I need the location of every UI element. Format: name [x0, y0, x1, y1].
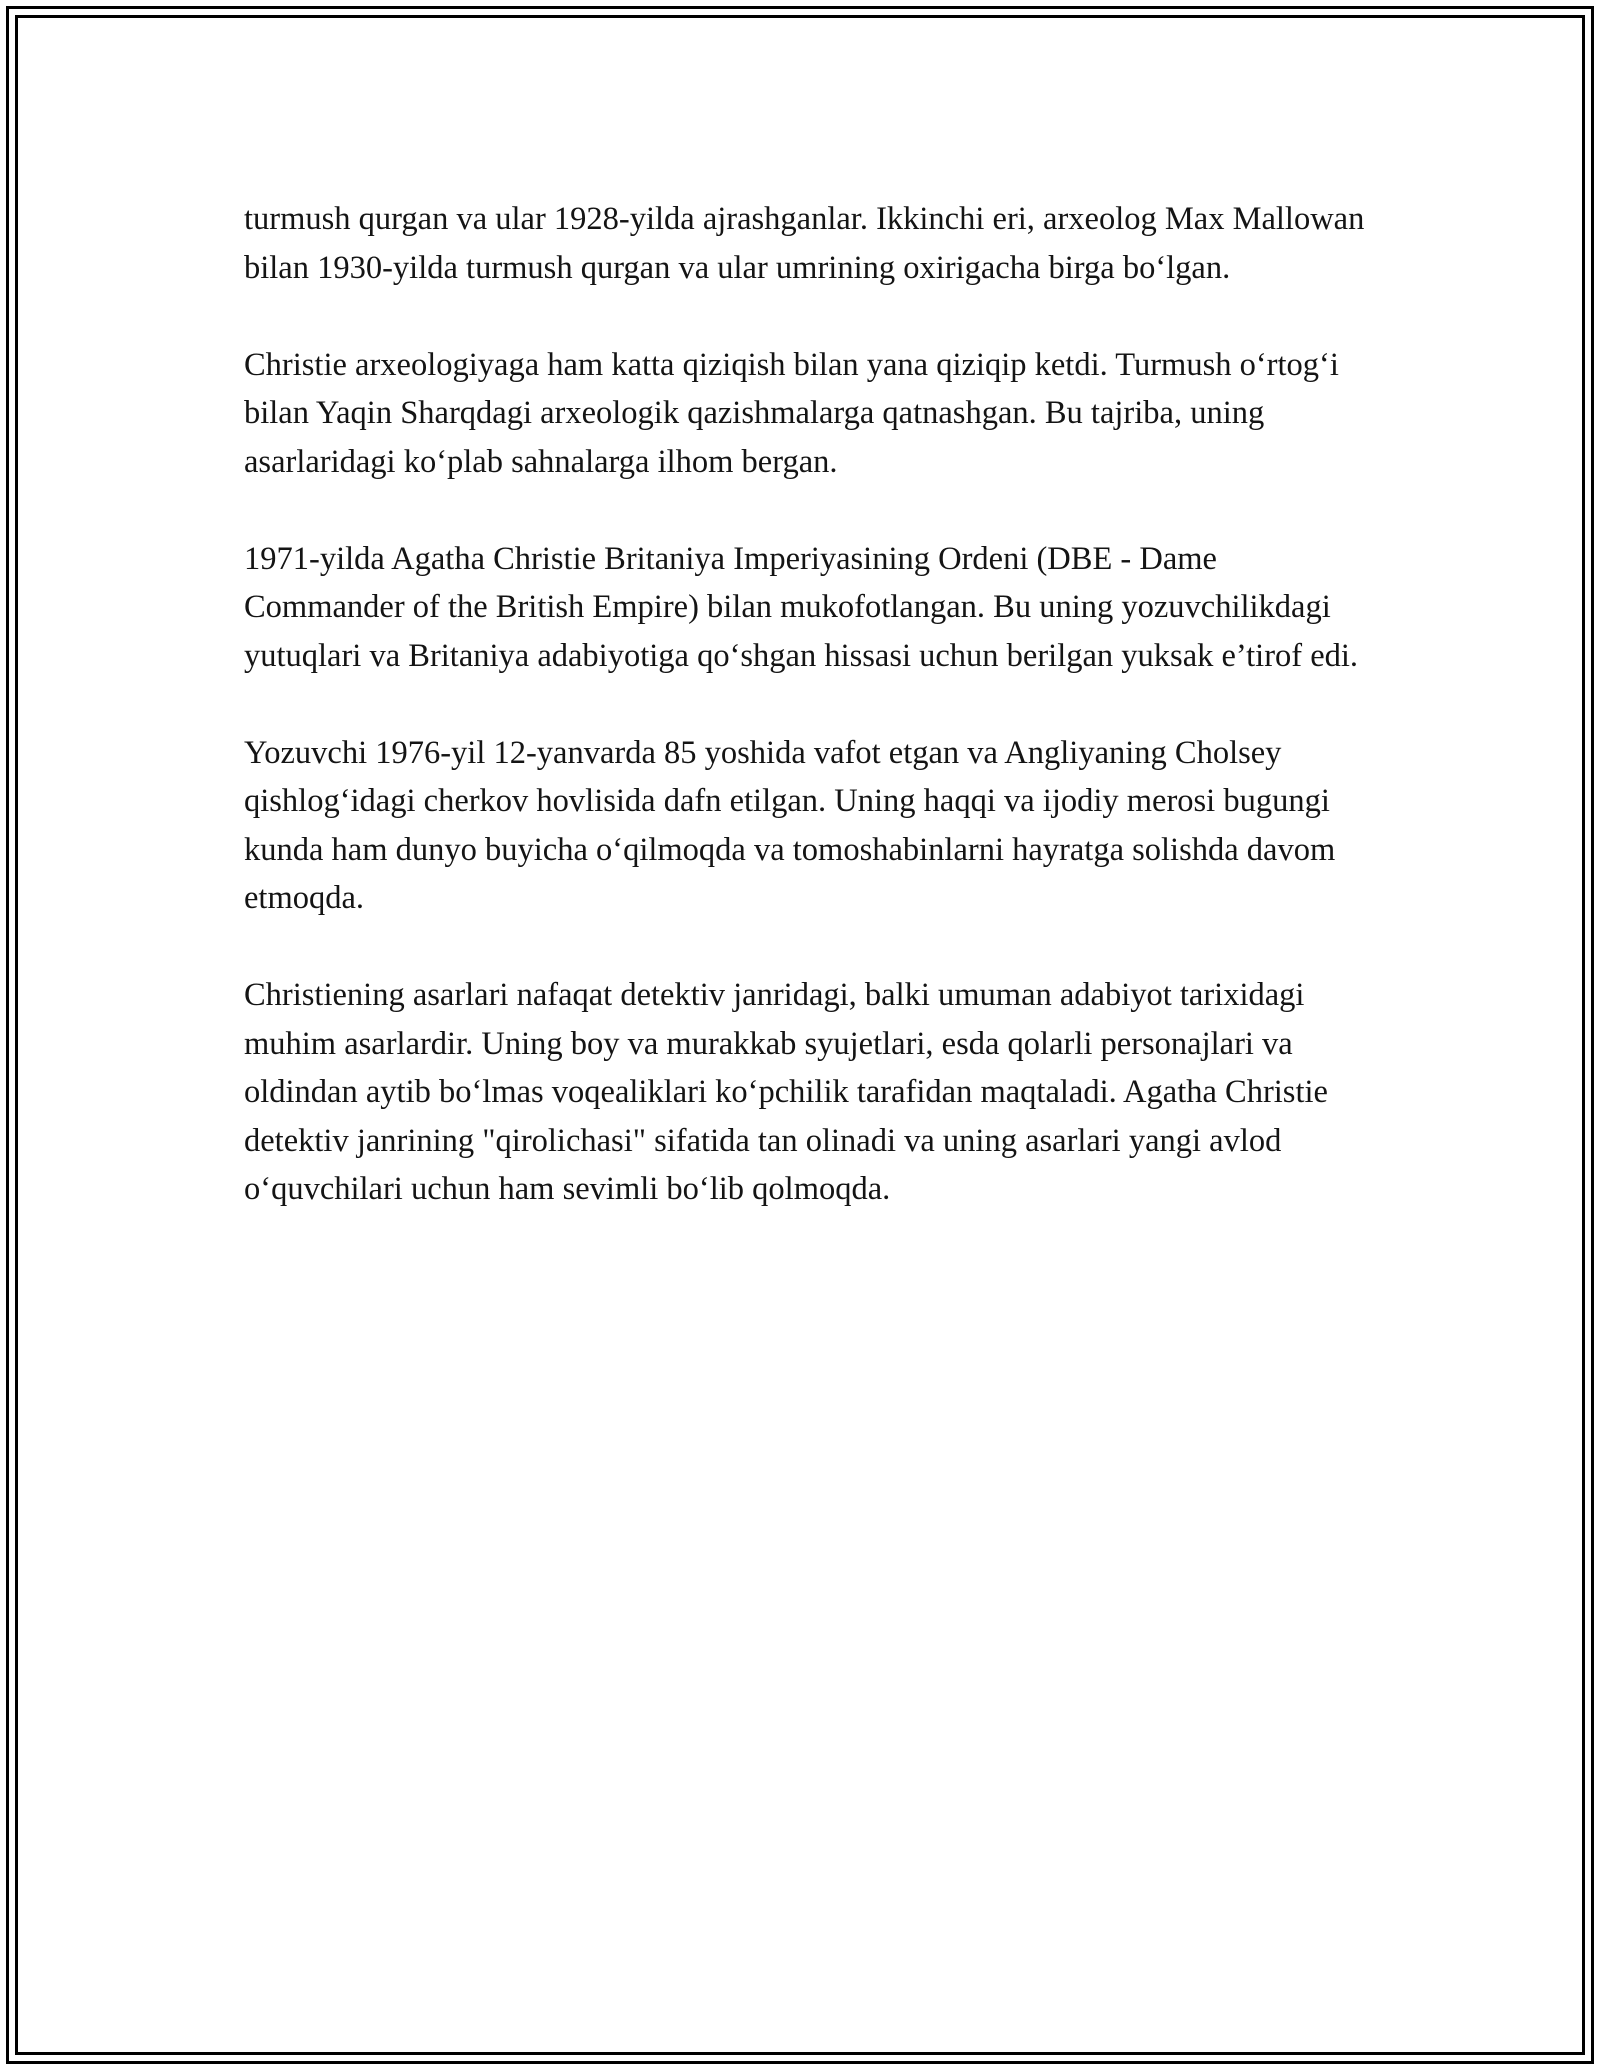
- paragraph-legacy: Christiening asarlari nafaqat detektiv janridagi, balki umuman adabiyot tarixidagi muhim asarlardir. Uning boy va murakkab syujetlari, esda qolarli personajlari va oldindan aytib bo‘lmas voqealiklari ko‘pchilik tarafidan maqtaladi. Agatha Christie detektiv janrining "qirolichasi" sifatida tan olinadi va uning asarlari yangi avlod o‘quvchilari uchun ham sevimli bo‘lib qolmoqda.: [244, 977, 1328, 1207]
- paragraph-death: Yozuvchi 1976-yil 12-yanvarda 85 yoshida vafot etgan va Angliyaning Cholsey qishlog‘idagi cherkov hovlisida dafn etilgan. Uning haqqi va ijodiy merosi bugungi kunda ham dunyo buyicha o‘qilmoqda va tomoshabinlarni hayratga solishda davom etmoqda.: [244, 734, 1336, 916]
- paragraph-marriage: turmush qurgan va ular 1928-yilda ajrashganlar. Ikkinchi eri, arxeolog Max Mallowan bilan 1930-yilda turmush qurgan va ular umrining oxirigacha birga bo‘lgan.: [244, 201, 1365, 286]
- paragraph-archaeology: Christie arxeologiyaga ham katta qiziqish bilan yana qiziqip ketdi. Turmush o‘rtog‘i bilan Yaqin Sharqdagi arxeologik qazishmalarga qatnashgan. Bu tajriba, uning asarlaridagi ko‘plab sahnalarga ilhom bergan.: [244, 346, 1339, 480]
- paragraph-honours: 1971-yilda Agatha Christie Britaniya Imperiyasining Ordeni (DBE - Dame Commander of the British Empire) bilan mukofotlangan. Bu uning yozuvchilikdagi yutuqlari va Britaniya adabiyotiga qo‘shgan hissasi uchun berilgan yuksak e’tirof edi.: [244, 540, 1359, 674]
- document-body: [244, 195, 1374, 1262]
- page-border: [6, 6, 1594, 2064]
